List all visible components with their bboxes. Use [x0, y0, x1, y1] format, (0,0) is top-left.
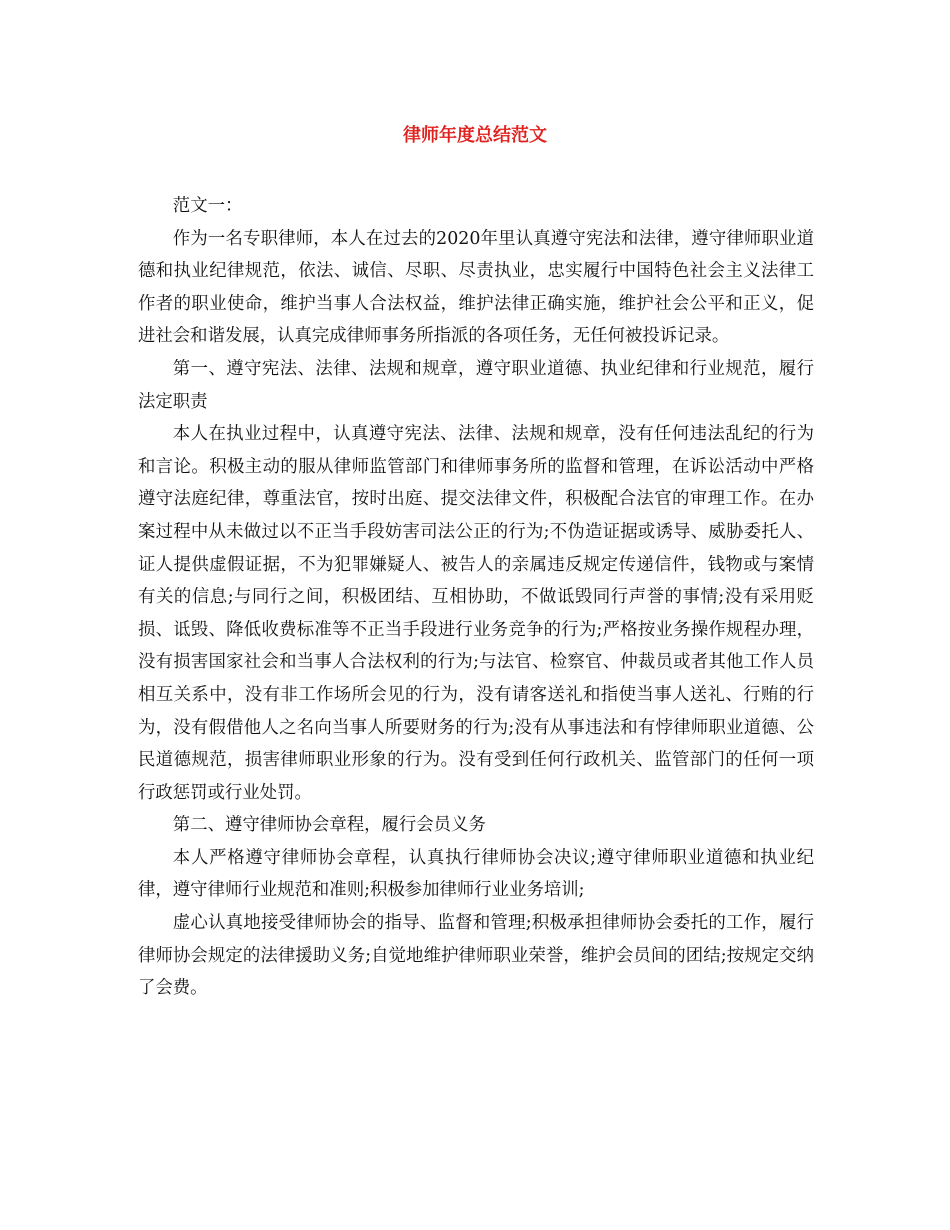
paragraph-intro: 作为一名专职律师，本人在过去的2020年里认真遵守宪法和法律，遵守律师职业道德和执业纪律规范，依法、诚信、尽职、尽责执业，忠实履行中国特色社会主义法律工作者的职业使命，维护当事人合法权益，维护法律正确实施，维护社会公平和正义，促进社会和谐发展，认真完成律师事务所指派的各项任务，无任何被投诉记录。: [138, 228, 814, 347]
document-title: 律师年度总结范文: [403, 125, 547, 146]
document-body: [138, 190, 814, 1005]
paragraph-section-two-body: 本人严格遵守律师协会章程，认真执行律师协会决议;遵守律师职业道德和执业纪律，遵守律师行业规范和准则;积极参加律师行业业务培训;: [138, 847, 814, 901]
paragraph-heading-sample-one: 范文一：: [172, 196, 243, 216]
paragraph-section-two-body-continued: 虚心认真地接受律师协会的指导、监督和管理;积极承担律师协会委托的工作，履行律师协会规定的法律援助义务;自觉地维护律师职业荣誉，维护会员间的团结;按规定交纳了会费。: [138, 913, 814, 999]
paragraph-section-one-body: 本人在执业过程中，认真遵守宪法、法律、法规和规章，没有任何违法乱纪的行为和言论。积极主动的服从律师监管部门和律师事务所的监督和管理，在诉讼活动中严格遵守法庭纪律，尊重法官，按时出庭、提交法律文件，积极配合法官的审理工作。在办案过程中从未做过以不正当手段妨害司法公正的行为;不伪造证据或诱导、威胁委托人、证人提供虚假证据，不为犯罪嫌疑人、被告人的亲属违反规定传递信件，钱物或与案情有关的信息;与同行之间，积极团结、互相协助，不做诋毁同行声誉的事情;没有采用贬损、诋毁、降低收费标准等不正当手段进行业务竞争的行为;严格按业务操作规程办理，没有损害国家社会和当事人合法权利的行为;与法官、检察官、仲裁员或者其他工作人员相互关系中，没有非工作场所会见的行为，没有请客送礼和指使当事人送礼、行贿的行为，没有假借他人之名向当事人所要财务的行为;没有从事违法和有悖律师职业道德、公民道德规范，损害律师职业形象的行为。没有受到任何行政机关、监管部门的任何一项行政惩罚或行业处罚。: [138, 424, 814, 803]
paragraph-section-one-heading: 第一、遵守宪法、法律、法规和规章，遵守职业道德、执业纪律和行业规范，履行法定职责: [138, 358, 814, 412]
paragraph-section-two-heading: 第二、遵守律师协会章程，履行会员义务: [172, 815, 486, 836]
